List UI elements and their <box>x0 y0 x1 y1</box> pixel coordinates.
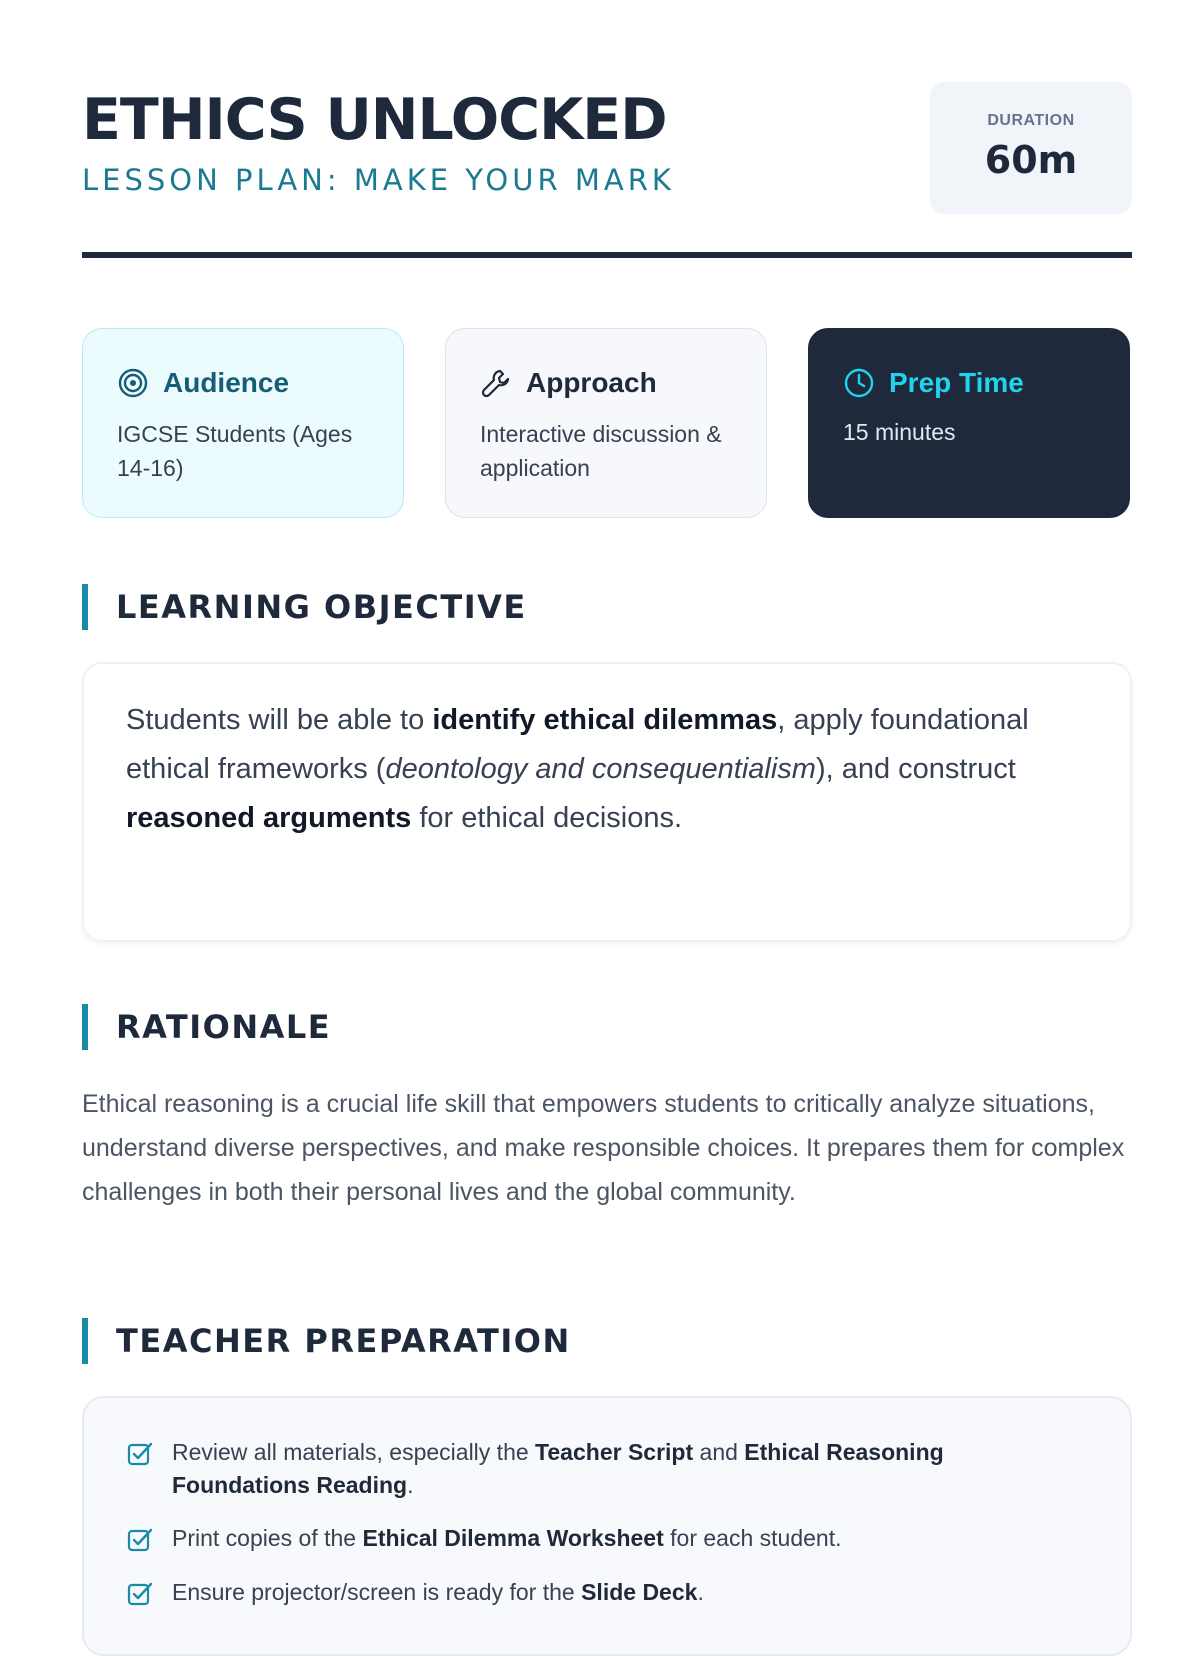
section-title: LEARNING OBJECTIVE <box>116 588 527 626</box>
section-title: TEACHER PREPARATION <box>116 1322 571 1360</box>
text-part: . <box>407 1472 414 1498</box>
target-icon <box>117 367 149 399</box>
objective-italic-frameworks: deontology and consequentialism <box>385 753 816 785</box>
objective-bold-arguments: reasoned arguments <box>126 802 412 834</box>
duration-value: 60m <box>984 138 1078 182</box>
audience-text: IGCSE Students (Ages 14-16) <box>117 421 353 481</box>
list-item-text <box>172 1436 1086 1502</box>
objective-text-part: , apply foundational ethical frameworks ( <box>126 704 1029 785</box>
clock-icon <box>843 367 875 399</box>
objective-text-part: Students will be able to <box>126 704 433 736</box>
objective-bold-dilemmas: identify ethical dilemmas <box>432 704 778 736</box>
checkbox-checked-icon <box>126 1526 154 1554</box>
audience-card <box>82 328 404 518</box>
rationale-text: Ethical reasoning is a crucial life skill that empowers students to critically analyze situations, understand diverse perspectives, and make responsible choices. It prepares them for complex challenges in both their personal lives and the global community. <box>82 1090 1125 1206</box>
text-part: for each student. <box>663 1525 842 1551</box>
checkbox-checked-icon <box>126 1440 154 1468</box>
approach-title: Approach <box>526 367 657 398</box>
audience-title: Audience <box>163 367 290 398</box>
header-divider <box>82 252 1132 258</box>
wrench-icon <box>480 367 512 399</box>
objective-text-part: ), and construct <box>815 753 1016 785</box>
prep-time-text: 15 minutes <box>843 419 956 445</box>
objective-text <box>126 696 1086 843</box>
section-heading-preparation <box>82 1318 571 1364</box>
text-part: and <box>693 1439 745 1465</box>
page-subtitle: LESSON PLAN: MAKE YOUR MARK <box>82 163 675 197</box>
list-item-text <box>172 1576 704 1609</box>
text-part: Ensure projector/screen is ready for the <box>172 1579 582 1605</box>
section-heading-rationale <box>82 1004 331 1050</box>
approach-text: Interactive discussion & application <box>480 421 722 481</box>
checkbox-checked-icon <box>126 1580 154 1608</box>
text-bold: Ethical Dilemma Worksheet <box>362 1525 664 1551</box>
section-title: RATIONALE <box>116 1008 332 1046</box>
text-part: . <box>697 1579 704 1605</box>
preparation-list <box>82 1396 1132 1656</box>
text-bold: Slide Deck <box>581 1579 698 1605</box>
objective-box <box>82 662 1132 942</box>
objective-text-part: for ethical decisions. <box>411 802 683 834</box>
list-item <box>126 1522 1086 1555</box>
list-item <box>126 1576 1086 1609</box>
page-title: ETHICS UNLOCKED <box>82 87 667 153</box>
text-part: Print copies of the <box>172 1525 363 1551</box>
list-item-text <box>172 1522 841 1555</box>
text-bold: Teacher Script <box>535 1439 694 1465</box>
prep-time-title: Prep Time <box>889 367 1024 398</box>
prep-time-card <box>808 328 1130 518</box>
duration-badge <box>930 82 1132 214</box>
section-heading-objective <box>82 584 527 630</box>
duration-label: DURATION <box>987 112 1075 129</box>
list-item <box>126 1436 1086 1502</box>
approach-card <box>445 328 767 518</box>
text-part: Review all materials, especially the <box>172 1439 536 1465</box>
text-bold: Ethical Reasoning Foundations Reading <box>172 1439 944 1498</box>
